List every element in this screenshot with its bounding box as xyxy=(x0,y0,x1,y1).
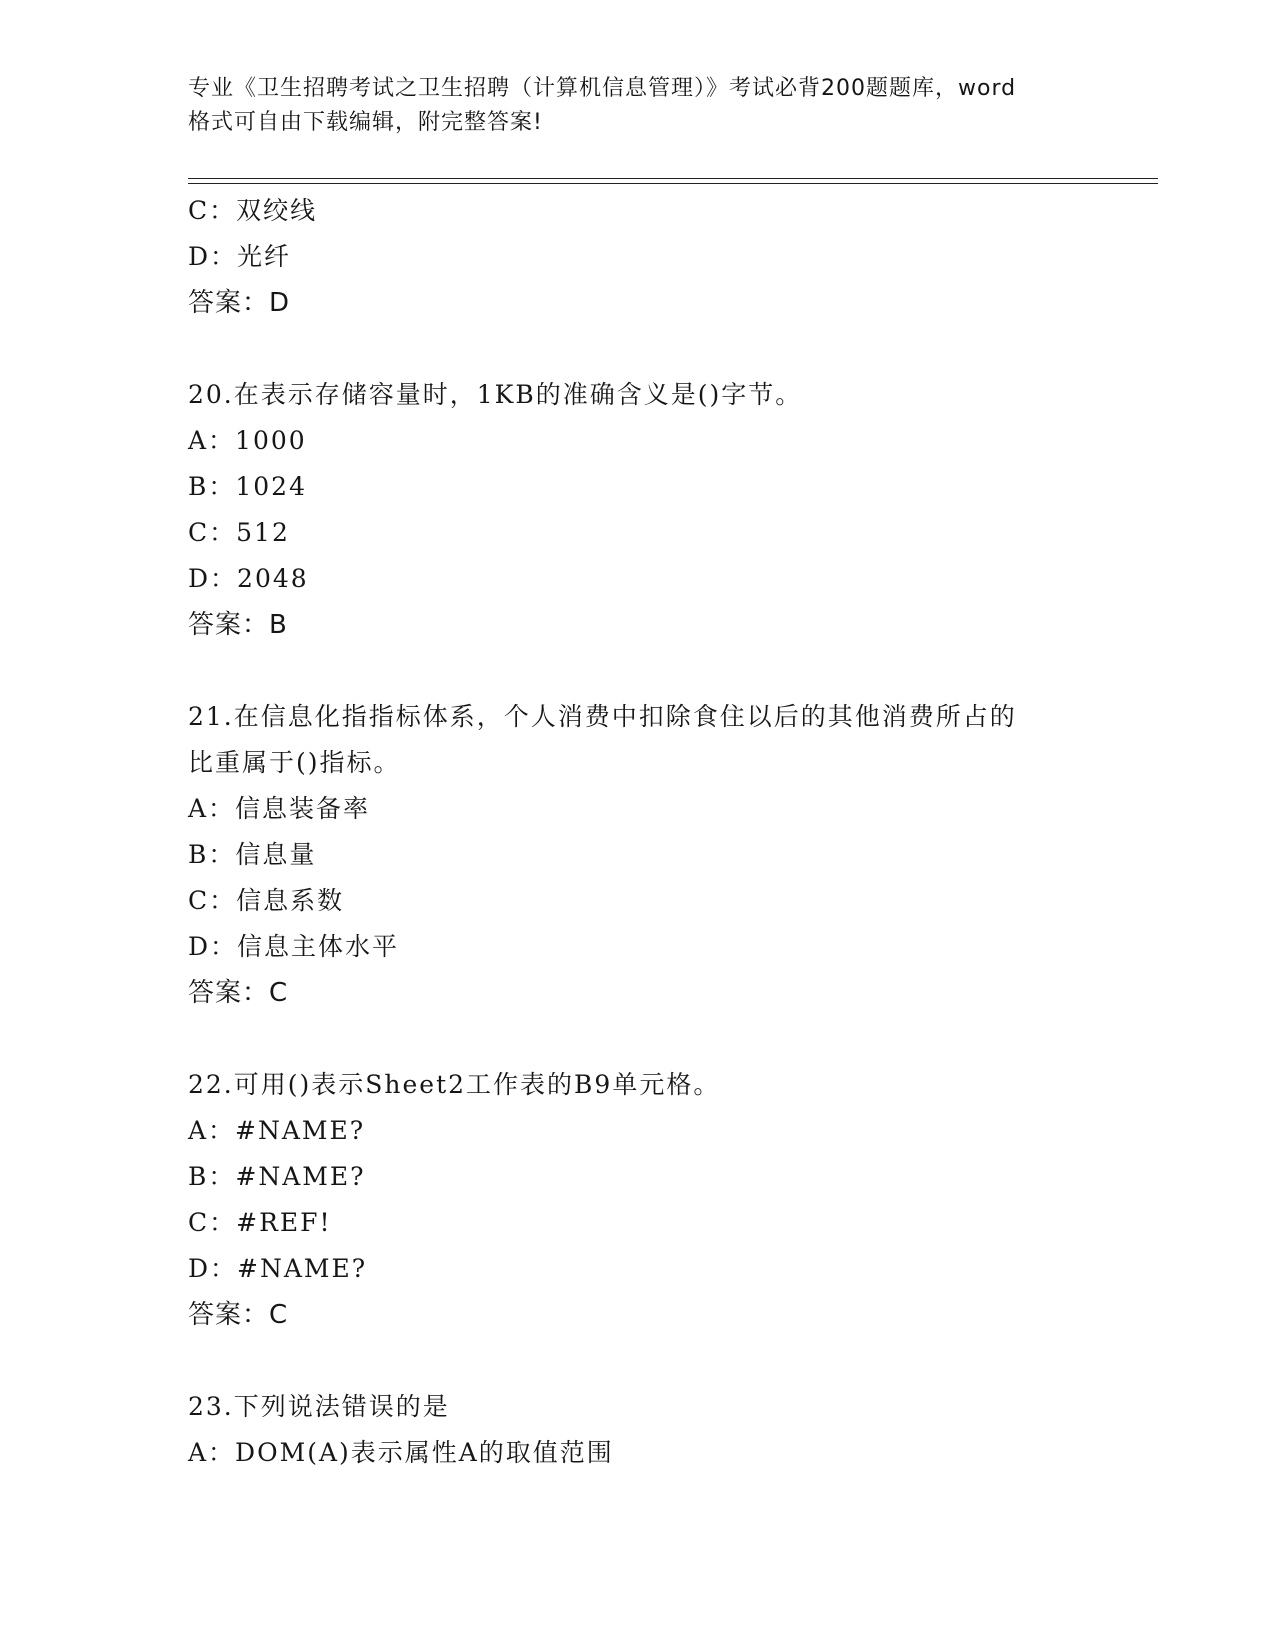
spacer xyxy=(188,326,1088,372)
answer: 答案：C xyxy=(188,1300,289,1330)
document-header xyxy=(188,72,1088,140)
option-c: C：#REF! xyxy=(188,1208,332,1237)
question-21 xyxy=(188,694,1088,1016)
spacer xyxy=(188,1016,1088,1062)
question-20 xyxy=(188,372,1088,648)
question-22 xyxy=(188,1062,1088,1338)
header-line-1: 专业《卫生招聘考试之卫生招聘（计算机信息管理）》考试必背200题题库，word xyxy=(188,76,1017,101)
question-text-line-1: 21.在信息化指指标体系，个人消费中扣除食住以后的其他消费所占的 xyxy=(188,702,1017,731)
option-c: C：双绞线 xyxy=(188,196,318,225)
option-b: B：#NAME? xyxy=(188,1162,366,1191)
option-c: C：512 xyxy=(188,518,290,547)
option-d: D：信息主体水平 xyxy=(188,932,400,961)
question-text: 22.可用()表示Sheet2工作表的B9单元格。 xyxy=(188,1070,721,1099)
question-19-tail xyxy=(188,188,1088,326)
option-b: B：1024 xyxy=(188,472,307,501)
answer: 答案：C xyxy=(188,978,289,1008)
option-a: A：信息装备率 xyxy=(188,794,371,823)
question-text: 20.在表示存储容量时，1KB的准确含义是()字节。 xyxy=(188,380,803,409)
header-divider-top xyxy=(188,178,1158,179)
option-a: A：DOM(A)表示属性A的取值范围 xyxy=(188,1438,614,1467)
question-23 xyxy=(188,1384,1088,1476)
spacer xyxy=(188,648,1088,694)
option-b: B：信息量 xyxy=(188,840,317,869)
answer: 答案：D xyxy=(188,288,291,318)
option-a: A：1000 xyxy=(188,426,307,455)
spacer xyxy=(188,1338,1088,1384)
question-text: 23.下列说法错误的是 xyxy=(188,1392,450,1421)
option-a: A：#NAME? xyxy=(188,1116,366,1145)
option-d: D：#NAME? xyxy=(188,1254,368,1283)
header-divider-bottom xyxy=(188,183,1158,184)
header-line-2: 格式可自由下载编辑，附完整答案! xyxy=(188,110,543,135)
question-list xyxy=(188,188,1088,1476)
answer: 答案：B xyxy=(188,610,288,640)
option-c: C：信息系数 xyxy=(188,886,345,915)
question-text-line-2: 比重属于()指标。 xyxy=(188,748,401,777)
option-d: D：2048 xyxy=(188,564,309,593)
option-d: D：光纤 xyxy=(188,242,292,271)
